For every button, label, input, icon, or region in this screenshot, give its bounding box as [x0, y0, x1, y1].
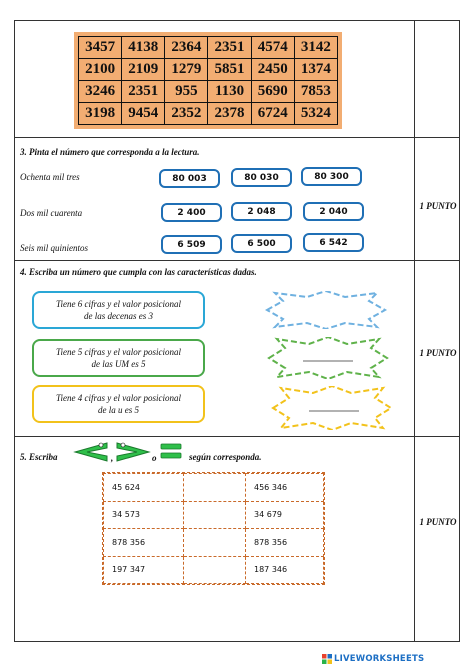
number-grid-cell[interactable]: 7853: [294, 81, 337, 103]
section-divider-3: [15, 137, 459, 138]
section-divider-4: [15, 260, 459, 261]
q5-title-suffix: según corresponda.: [189, 452, 262, 462]
q3-option-3-2[interactable]: 6 500: [231, 234, 292, 253]
star-answer-box-1[interactable]: [263, 291, 389, 329]
comparison-left-number: 197 347: [104, 556, 184, 584]
comparison-answer-slot[interactable]: [184, 501, 246, 529]
q3-option-2-1[interactable]: 2 400: [161, 203, 222, 222]
liveworksheets-brand: [322, 654, 424, 664]
number-grid-cell[interactable]: 2352: [165, 103, 208, 125]
q5-sep1: ,: [111, 453, 114, 463]
number-grid-cell[interactable]: 5851: [208, 59, 251, 81]
comparison-table: [102, 472, 325, 585]
comparison-answer-slot[interactable]: [184, 474, 246, 502]
comparison-right-number: 878 356: [246, 529, 324, 557]
comparison-row: [104, 556, 324, 584]
q3-points: 1 PUNTO: [419, 201, 457, 211]
q4-condition-1: Tiene 6 cifras y el valor posicional de las decenas es 3: [32, 291, 205, 329]
number-grid-cell[interactable]: 5690: [251, 81, 294, 103]
number-grid-cell[interactable]: 4138: [122, 37, 165, 59]
q3-option-1-3[interactable]: 80 300: [301, 167, 362, 186]
number-grid-cell[interactable]: 4574: [251, 37, 294, 59]
number-grid-cell[interactable]: 5324: [294, 103, 337, 125]
star-answer-box-3[interactable]: [269, 386, 395, 430]
comparison-left-number: 34 573: [104, 501, 184, 529]
number-grid: [74, 32, 342, 129]
number-grid-row: [79, 59, 338, 81]
q5-points: 1 PUNTO: [419, 517, 457, 527]
number-grid-cell[interactable]: 1279: [165, 59, 208, 81]
comparison-left-number: 878 356: [104, 529, 184, 557]
star-answer-box-2[interactable]: [265, 337, 391, 379]
comparison-answer-slot[interactable]: [184, 556, 246, 584]
q3-label-1: Ochenta mil tres: [20, 172, 80, 182]
comparison-left-number: 45 624: [104, 474, 184, 502]
q3-option-2-3[interactable]: 2 040: [303, 202, 364, 221]
equals-sign-icon: [160, 441, 182, 461]
q3-label-3: Seis mil quinientos: [20, 243, 88, 253]
number-grid-cell[interactable]: 2351: [122, 81, 165, 103]
comparison-right-number: 187 346: [246, 556, 324, 584]
number-grid-cell[interactable]: 2351: [208, 37, 251, 59]
q4-points: 1 PUNTO: [419, 348, 457, 358]
number-grid-cell[interactable]: 2364: [165, 37, 208, 59]
number-grid-row: [79, 103, 338, 125]
crocodile-greater-than-icon: [115, 441, 153, 463]
comparison-row: [104, 529, 324, 557]
number-grid-cell[interactable]: 955: [165, 81, 208, 103]
q3-label-2: Dos mil cuarenta: [20, 208, 83, 218]
number-grid-cell[interactable]: 3198: [79, 103, 122, 125]
number-grid-cell[interactable]: 9454: [122, 103, 165, 125]
number-grid-cell[interactable]: 3142: [294, 37, 337, 59]
number-grid-cell[interactable]: 3246: [79, 81, 122, 103]
brand-text: LIVEWORKSHEETS: [334, 654, 425, 664]
q4-title: 4. Escriba un número que cumpla con las características dadas.: [20, 267, 257, 277]
comparison-row: [104, 474, 324, 502]
comparison-right-number: 456 346: [246, 474, 324, 502]
q5-title-prefix: 5. Escriba: [20, 452, 58, 462]
q3-option-1-2[interactable]: 80 030: [231, 168, 292, 187]
number-grid-cell[interactable]: 1130: [208, 81, 251, 103]
number-grid-row: [79, 37, 338, 59]
section-divider-5: [15, 436, 459, 437]
comparison-answer-slot[interactable]: [184, 529, 246, 557]
number-grid-cell[interactable]: 2100: [79, 59, 122, 81]
worksheet-frame: [14, 20, 460, 642]
number-grid-cell[interactable]: 2378: [208, 103, 251, 125]
comparison-row: [104, 501, 324, 529]
number-grid-cell[interactable]: 2109: [122, 59, 165, 81]
number-grid-cell[interactable]: 1374: [294, 59, 337, 81]
crocodile-less-than-icon: [71, 441, 109, 463]
q4-condition-2: Tiene 5 cifras y el valor posicional de las UM es 5: [32, 339, 205, 377]
q3-option-3-3[interactable]: 6 542: [303, 233, 364, 252]
liveworksheets-logo-icon: [322, 654, 332, 664]
q3-option-2-2[interactable]: 2 048: [231, 202, 292, 221]
q3-option-1-1[interactable]: 80 003: [159, 169, 220, 188]
comparison-right-number: 34 679: [246, 501, 324, 529]
q3-title: 3. Pinta el número que corresponda a la lectura.: [20, 147, 200, 157]
points-column-divider: [414, 21, 415, 641]
q5-sep2: o: [152, 453, 157, 463]
number-grid-row: [79, 81, 338, 103]
q3-option-3-1[interactable]: 6 509: [161, 235, 222, 254]
q4-condition-3: Tiene 4 cifras y el valor posicional de la u es 5: [32, 385, 205, 423]
number-grid-cell[interactable]: 3457: [79, 37, 122, 59]
number-grid-cell[interactable]: 6724: [251, 103, 294, 125]
number-grid-cell[interactable]: 2450: [251, 59, 294, 81]
